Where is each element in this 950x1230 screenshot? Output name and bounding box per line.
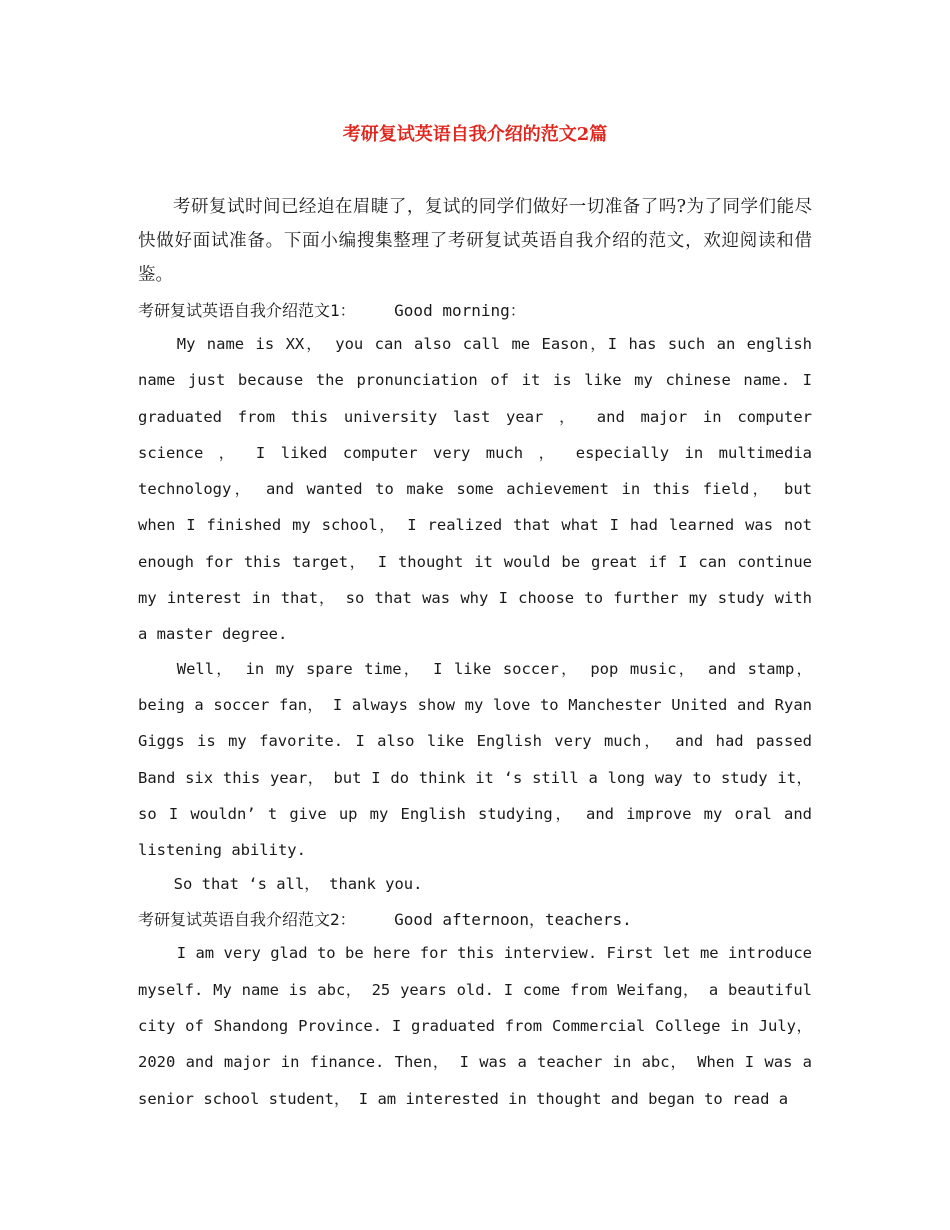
section-heading-1: 考研复试英语自我介绍范文1： Good morning：	[138, 301, 526, 320]
intro-paragraph: 考研复试时间已经迫在眉睫了，复试的同学们做好一切准备了吗?为了同学们能尽快做好面试准备。下面小编搜集整理了考研复试英语自我介绍的范文，欢迎阅读和借鉴。	[138, 197, 812, 285]
section-2-paragraph-1: I am very glad to be here for this interview. First let me introduce myself. My name is abc， 25 years old. I come from Weifang， a beautiful city of Shandong Province. I graduated from Commercial College in July， 2020 and major in finance. Then， I was a teacher in abc， When I was a senior school student， I am interested in thought and began to read a	[138, 944, 812, 1108]
section-1-paragraph-3: So that ‘s all， thank you.	[173, 875, 423, 894]
document-title: 考研复试英语自我介绍的范文2篇	[342, 124, 608, 145]
document-body	[138, 190, 812, 1117]
section-1-paragraph-2: Well， in my spare time， I like soccer， pop music， and stamp， being a soccer fan， I always show my love to Manchester United and Ryan Giggs is my favorite. I also like English very much， and had passed Band six this year， but I do think it ‘s still a long way to study it， so I wouldn’ t give up my English studying， and improve my oral and listening ability.	[138, 659, 812, 860]
section-1-paragraph-1: My name is XX， you can also call me Eason，I has such an english name just because the pronunciation of it is like my chinese name. I graduated from this university last year ， and major in computer science ， I liked computer very much ， especially in multimedia technology， and wanted to make some achievement in this field， but when I finished my school， I realized that what I had learned was not enough for this target， I thought it would be great if I can continue my interest in that， so that was why I choose to further my study with a master degree.	[138, 335, 812, 644]
section-heading-2: 考研复试英语自我介绍范文2： Good afternoon，teachers.	[138, 910, 632, 930]
